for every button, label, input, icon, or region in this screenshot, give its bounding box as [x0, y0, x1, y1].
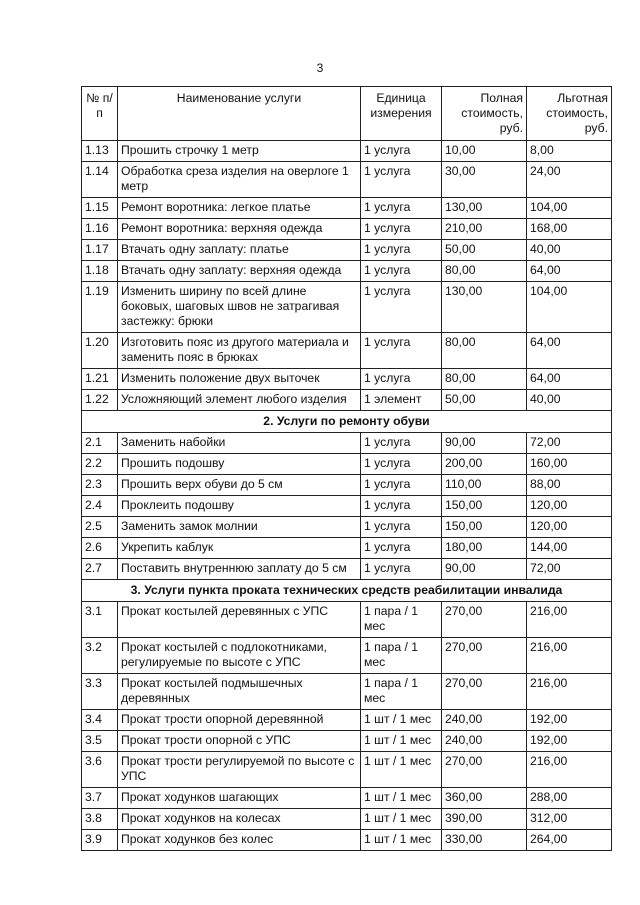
table-row	[82, 454, 612, 475]
row-number: 3.5	[82, 731, 118, 752]
discount-price: 72,00	[527, 559, 612, 580]
unit-of-measure: 1 шт / 1 мес	[361, 710, 442, 731]
discount-price: 168,00	[527, 219, 612, 240]
full-price: 210,00	[442, 219, 527, 240]
service-name: Прокат трости опорной с УПС	[118, 731, 361, 752]
table-row	[82, 674, 612, 710]
table-row	[82, 538, 612, 559]
full-price: 240,00	[442, 731, 527, 752]
discount-price: 216,00	[527, 602, 612, 638]
unit-of-measure: 1 услуга	[361, 538, 442, 559]
table-row	[82, 517, 612, 538]
full-price: 80,00	[442, 369, 527, 390]
full-price: 80,00	[442, 333, 527, 369]
row-number: 2.3	[82, 475, 118, 496]
discount-price: 8,00	[527, 141, 612, 162]
service-name: Прошить строчку 1 метр	[118, 141, 361, 162]
row-number: 1.16	[82, 219, 118, 240]
discount-price: 264,00	[527, 830, 612, 851]
unit-of-measure: 1 пара / 1 мес	[361, 602, 442, 638]
unit-of-measure: 1 услуга	[361, 333, 442, 369]
row-number: 1.13	[82, 141, 118, 162]
full-price: 390,00	[442, 809, 527, 830]
header-num: № п/п	[82, 87, 118, 141]
unit-of-measure: 1 услуга	[361, 559, 442, 580]
row-number: 1.20	[82, 333, 118, 369]
discount-price: 40,00	[527, 390, 612, 411]
service-name: Втачать одну заплату: платье	[118, 240, 361, 261]
discount-price: 104,00	[527, 282, 612, 333]
discount-price: 144,00	[527, 538, 612, 559]
discount-price: 24,00	[527, 162, 612, 198]
discount-price: 120,00	[527, 517, 612, 538]
row-number: 1.14	[82, 162, 118, 198]
full-price: 80,00	[442, 261, 527, 282]
full-price: 270,00	[442, 674, 527, 710]
section-title-row	[82, 580, 612, 602]
row-number: 2.4	[82, 496, 118, 517]
section1-body	[82, 141, 612, 411]
header-full-price: Полная стоимость, руб.	[442, 87, 527, 141]
full-price: 90,00	[442, 433, 527, 454]
unit-of-measure: 1 услуга	[361, 261, 442, 282]
header-name: Наименование услуги	[118, 87, 361, 141]
unit-of-measure: 1 услуга	[361, 198, 442, 219]
discount-price: 88,00	[527, 475, 612, 496]
full-price: 330,00	[442, 830, 527, 851]
service-name: Изменить положение двух выточек	[118, 369, 361, 390]
row-number: 1.18	[82, 261, 118, 282]
row-number: 3.6	[82, 752, 118, 788]
service-name: Изменить ширину по всей длине боковых, шаговых швов не затрагивая застежку: брюки	[118, 282, 361, 333]
header-unit: Единица измерения	[361, 87, 442, 141]
service-name: Заменить набойки	[118, 433, 361, 454]
service-name: Изготовить пояс из другого материала и заменить пояс в брюках	[118, 333, 361, 369]
service-name: Прокат костылей деревянных с УПС	[118, 602, 361, 638]
table-row	[82, 752, 612, 788]
discount-price: 192,00	[527, 710, 612, 731]
unit-of-measure: 1 пара / 1 мес	[361, 674, 442, 710]
discount-price: 160,00	[527, 454, 612, 475]
unit-of-measure: 1 шт / 1 мес	[361, 752, 442, 788]
page-number: 3	[316, 61, 324, 75]
table-row	[82, 282, 612, 333]
row-number: 2.6	[82, 538, 118, 559]
table-row	[82, 710, 612, 731]
unit-of-measure: 1 услуга	[361, 517, 442, 538]
service-name: Прокат ходунков шагающих	[118, 788, 361, 809]
full-price: 270,00	[442, 752, 527, 788]
service-name: Прокат трости регулируемой по высоте с УПС	[118, 752, 361, 788]
table-row	[82, 475, 612, 496]
full-price: 90,00	[442, 559, 527, 580]
service-name: Прошить верх обуви до 5 см	[118, 475, 361, 496]
row-number: 1.17	[82, 240, 118, 261]
full-price: 110,00	[442, 475, 527, 496]
table-header-row	[82, 87, 612, 141]
discount-price: 120,00	[527, 496, 612, 517]
row-number: 3.9	[82, 830, 118, 851]
discount-price: 192,00	[527, 731, 612, 752]
table-row	[82, 369, 612, 390]
row-number: 3.3	[82, 674, 118, 710]
full-price: 150,00	[442, 496, 527, 517]
service-name: Прокат костылей с подлокотниками, регулируемые по высоте с УПС	[118, 638, 361, 674]
full-price: 130,00	[442, 198, 527, 219]
full-price: 270,00	[442, 602, 527, 638]
row-number: 2.5	[82, 517, 118, 538]
row-number: 2.2	[82, 454, 118, 475]
section-title-row	[82, 411, 612, 433]
unit-of-measure: 1 шт / 1 мес	[361, 788, 442, 809]
service-name: Ремонт воротника: легкое платье	[118, 198, 361, 219]
unit-of-measure: 1 элемент	[361, 390, 442, 411]
table-row	[82, 496, 612, 517]
discount-price: 216,00	[527, 638, 612, 674]
discount-price: 288,00	[527, 788, 612, 809]
table-row	[82, 219, 612, 240]
full-price: 130,00	[442, 282, 527, 333]
row-number: 2.1	[82, 433, 118, 454]
unit-of-measure: 1 услуга	[361, 240, 442, 261]
unit-of-measure: 1 услуга	[361, 454, 442, 475]
row-number: 3.8	[82, 809, 118, 830]
discount-price: 64,00	[527, 333, 612, 369]
full-price: 270,00	[442, 638, 527, 674]
service-name: Заменить замок молнии	[118, 517, 361, 538]
full-price: 30,00	[442, 162, 527, 198]
discount-price: 64,00	[527, 369, 612, 390]
section3-title: 3. Услуги пункта проката технических средств реабилитации инвалида	[82, 580, 612, 602]
discount-price: 104,00	[527, 198, 612, 219]
full-price: 50,00	[442, 390, 527, 411]
unit-of-measure: 1 шт / 1 мес	[361, 731, 442, 752]
full-price: 240,00	[442, 710, 527, 731]
service-name: Обработка среза изделия на оверлоге 1 метр	[118, 162, 361, 198]
table-row	[82, 240, 612, 261]
section2-title: 2. Услуги по ремонту обуви	[82, 411, 612, 433]
row-number: 3.4	[82, 710, 118, 731]
unit-of-measure: 1 пара / 1 мес	[361, 638, 442, 674]
table-row	[82, 390, 612, 411]
row-number: 2.7	[82, 559, 118, 580]
row-number: 3.2	[82, 638, 118, 674]
unit-of-measure: 1 услуга	[361, 219, 442, 240]
unit-of-measure: 1 услуга	[361, 162, 442, 198]
row-number: 1.15	[82, 198, 118, 219]
discount-price: 64,00	[527, 261, 612, 282]
service-name: Прокат ходунков на колесах	[118, 809, 361, 830]
full-price: 180,00	[442, 538, 527, 559]
unit-of-measure: 1 услуга	[361, 475, 442, 496]
unit-of-measure: 1 услуга	[361, 496, 442, 517]
row-number: 3.7	[82, 788, 118, 809]
table-row	[82, 433, 612, 454]
service-name: Усложняющий элемент любого изделия	[118, 390, 361, 411]
table-row	[82, 788, 612, 809]
section3-body	[82, 602, 612, 851]
service-name: Втачать одну заплату: верхняя одежда	[118, 261, 361, 282]
service-name: Ремонт воротника: верхняя одежда	[118, 219, 361, 240]
unit-of-measure: 1 услуга	[361, 141, 442, 162]
service-name: Прокат костылей подмышечных деревянных	[118, 674, 361, 710]
table-row	[82, 162, 612, 198]
row-number: 3.1	[82, 602, 118, 638]
table-row	[82, 559, 612, 580]
section3-header-body	[82, 580, 612, 602]
full-price: 360,00	[442, 788, 527, 809]
section2-body	[82, 433, 612, 580]
discount-price: 40,00	[527, 240, 612, 261]
discount-price: 312,00	[527, 809, 612, 830]
table-row	[82, 333, 612, 369]
discount-price: 216,00	[527, 674, 612, 710]
section2-header-body	[82, 411, 612, 433]
service-name: Прокат ходунков без колес	[118, 830, 361, 851]
unit-of-measure: 1 шт / 1 мес	[361, 830, 442, 851]
service-name: Проклеить подошву	[118, 496, 361, 517]
full-price: 150,00	[442, 517, 527, 538]
table-row	[82, 198, 612, 219]
table-row	[82, 830, 612, 851]
row-number: 1.19	[82, 282, 118, 333]
full-price: 50,00	[442, 240, 527, 261]
full-price: 200,00	[442, 454, 527, 475]
discount-price: 72,00	[527, 433, 612, 454]
unit-of-measure: 1 шт / 1 мес	[361, 809, 442, 830]
service-name: Укрепить каблук	[118, 538, 361, 559]
row-number: 1.22	[82, 390, 118, 411]
unit-of-measure: 1 услуга	[361, 433, 442, 454]
service-name: Прошить подошву	[118, 454, 361, 475]
row-number: 1.21	[82, 369, 118, 390]
header-discount-price: Льготная стоимость, руб.	[527, 87, 612, 141]
table-row	[82, 638, 612, 674]
table-row	[82, 261, 612, 282]
services-price-table	[81, 86, 612, 851]
service-name: Поставить внутреннюю заплату до 5 см	[118, 559, 361, 580]
discount-price: 216,00	[527, 752, 612, 788]
table-row	[82, 602, 612, 638]
table-row	[82, 731, 612, 752]
table-row	[82, 141, 612, 162]
table-row	[82, 809, 612, 830]
unit-of-measure: 1 услуга	[361, 369, 442, 390]
unit-of-measure: 1 услуга	[361, 282, 442, 333]
service-name: Прокат трости опорной деревянной	[118, 710, 361, 731]
full-price: 10,00	[442, 141, 527, 162]
